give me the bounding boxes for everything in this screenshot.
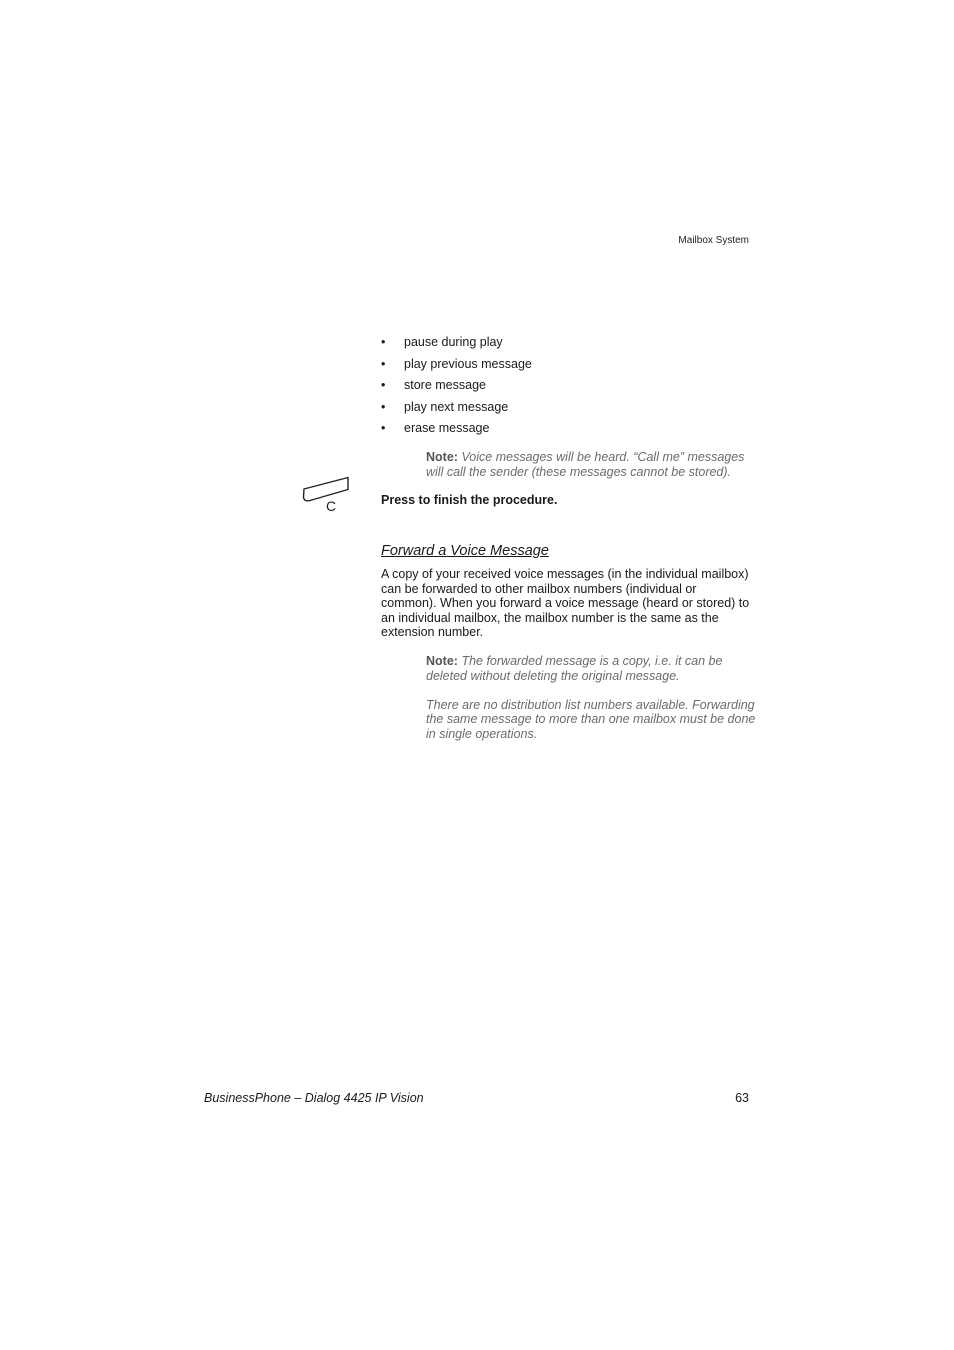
note-forwarding	[426, 654, 756, 741]
clear-key-label: C	[326, 498, 337, 514]
list-item-text: pause during play	[404, 335, 503, 349]
footer-title: BusinessPhone – Dialog 4425 IP Vision	[204, 1091, 424, 1105]
note-voice-messages	[426, 450, 756, 479]
bullet-icon: •	[381, 356, 386, 371]
list-item	[381, 400, 532, 422]
bullet-icon: •	[381, 421, 386, 435]
bullet-icon: •	[381, 399, 386, 414]
page-number: 63	[735, 1091, 749, 1105]
running-header: Mailbox System	[678, 235, 749, 246]
list-item	[381, 357, 532, 379]
note-label: Note:	[426, 654, 458, 668]
note-text: Voice messages will be heard. “Call me” messages will call the sender (these messages cannot be stored).	[426, 450, 745, 479]
list-item-text: play next message	[404, 399, 509, 414]
list-item	[381, 378, 532, 400]
option-list	[381, 335, 532, 443]
bullet-icon: •	[381, 378, 386, 392]
list-item	[381, 421, 532, 443]
section-heading: Forward a Voice Message	[381, 543, 549, 559]
note-paragraph-2: There are no distribution list numbers available. Forwarding the same message to more than one mailbox must be done in single operations.	[426, 697, 756, 741]
finish-instruction: Press to finish the procedure.	[381, 493, 558, 507]
list-item-text: store message	[404, 378, 486, 392]
list-item	[381, 335, 532, 357]
list-item-text: erase message	[404, 421, 490, 435]
list-item-text: play previous message	[404, 356, 532, 371]
section-body: A copy of your received voice messages (in the individual mailbox) can be forwarded to other mailbox numbers (individual or common). When you forward a voice message (heard or stored) to an individual mailbox, the mailbox number is the same as the extension number.	[381, 567, 750, 639]
note-paragraph	[426, 654, 756, 683]
bullet-icon: •	[381, 335, 386, 349]
note-paragraph	[426, 450, 756, 479]
note-text: The forwarded message is a copy, i.e. it can be deleted without deleting the original message.	[426, 654, 723, 683]
note-label: Note:	[426, 450, 458, 464]
clear-key-icon	[301, 476, 353, 516]
